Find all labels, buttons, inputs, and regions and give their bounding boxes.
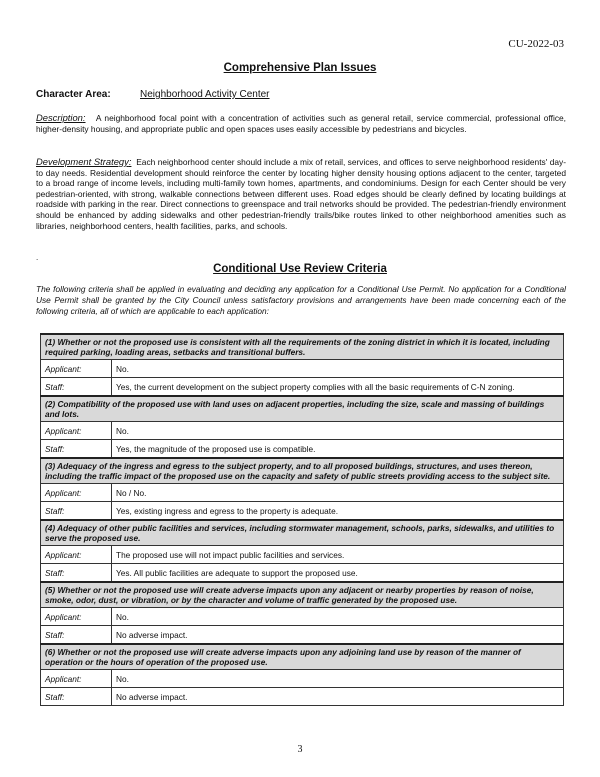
criterion-question-row (41, 644, 564, 670)
applicant-response-row (41, 608, 564, 626)
criterion-question: (4) Adequacy of other public facilities and services, including stormwater management, schools, parks, sidewalks, and utilities to serve the proposed use. (41, 520, 564, 546)
development-strategy-text: Each neighborhood center should include a mix of retail, services, and offices to serve neighborhood residents' day-to day needs. Residential development should reinforce the center by locating higher density housing options adjacent to the center, targeted to a broad range of income levels, including multi-family town homes, apartments, and condominiums. Design for each Center should be very pedestrian-oriented, with strong, walkable connections between different uses. Road edges should be clearly defined by locating buildings at roadside with parking in the rear. Direct connections to greenspace and trail networks should be provided. The pedestrian-friendly environment should be enhanced by adding sidewalks and other pedestrian-friendly trails/bike routes linked to other neighborhood amenities such as libraries, neighborhood centers, health facilities, parks, and schools. (36, 157, 567, 231)
applicant-response-row (41, 422, 564, 440)
criterion-question: (6) Whether or not the proposed use will create adverse impacts upon any adjoining land use by reason of the manner of operation or the hours of operation of the proposed use. (41, 644, 564, 670)
staff-response-row (41, 626, 564, 645)
stray-mark: . (36, 253, 39, 262)
character-area-value: Neighborhood Activity Center (140, 89, 270, 100)
applicant-label: Applicant: (41, 484, 112, 502)
staff-response-row (41, 440, 564, 459)
description-label: Description (36, 112, 83, 123)
criterion-question-row (41, 520, 564, 546)
character-area-label: Character Area (36, 89, 108, 100)
applicant-response: No. (112, 360, 564, 378)
staff-response: Yes, the current development on the subject property complies with all the basic requirements of C-N zoning. (112, 378, 564, 397)
criterion-question-row (41, 458, 564, 484)
staff-response: No adverse impact. (112, 626, 564, 645)
applicant-label: Applicant: (41, 608, 112, 626)
applicant-response: No / No. (112, 484, 564, 502)
criterion-question-row (41, 396, 564, 422)
applicant-response: No. (112, 670, 564, 688)
staff-label: Staff: (41, 564, 112, 583)
development-strategy-label: Development Strategy (36, 156, 129, 167)
applicant-label: Applicant: (41, 360, 112, 378)
criterion-question: (3) Adequacy of the ingress and egress to the subject property, and to all proposed buildings, structures, and uses thereon, including the traffic impact of the proposed use on the capacity and safety of public streets providing access to the subject site. (41, 458, 564, 484)
applicant-response: No. (112, 422, 564, 440)
case-number: CU-2022-03 (508, 38, 564, 50)
applicant-response: No. (112, 608, 564, 626)
applicant-response-row (41, 484, 564, 502)
staff-label: Staff: (41, 378, 112, 397)
staff-label: Staff: (41, 440, 112, 459)
staff-label: Staff: (41, 688, 112, 706)
applicant-response: The proposed use will not impact public facilities and services. (112, 546, 564, 564)
character-area-line: Character Area: Neighborhood Activity Center (36, 89, 270, 100)
criterion-question: (1) Whether or not the proposed use is consistent with all the requirements of the zoning district in which it is located, including required parking, loading areas, setbacks and transitional buffers. (41, 334, 564, 360)
applicant-label: Applicant: (41, 422, 112, 440)
development-strategy-paragraph: Development Strategy: Each neighborhood center should include a mix of retail, services, and offices to serve neighborhood residents' day-to day needs. Residential development should reinforce the center by locating higher density housing options adjacent to the center, targeted to a broad range of income levels, including multi-family town homes, apartments, and condominiums. Design for each Center should be very pedestrian-oriented, with strong, walkable connections between different uses. Road edges should be clearly defined by locating buildings at roadside with parking in the rear. Direct connections to greenspace and trail networks should be provided. The pedestrian-friendly environment should be enhanced by adding sidewalks and other pedestrian-friendly trails/bike routes linked to other neighborhood amenities such as libraries, neighborhood centers, health facilities, parks, and schools. (36, 156, 567, 231)
applicant-response-row (41, 670, 564, 688)
staff-response: Yes. All public facilities are adequate to support the proposed use. (112, 564, 564, 583)
staff-response: Yes, the magnitude of the proposed use is compatible. (112, 440, 564, 459)
description-text: A neighborhood focal point with a concentration of activities such as general retail, service commercial, professional office, higher-density housing, and appropriate public and open spaces uses easily accessible by pedestrians and bicycles. (36, 113, 566, 134)
page-number: 3 (297, 744, 303, 755)
staff-response-row (41, 564, 564, 583)
staff-response-row (41, 688, 564, 706)
review-criteria-heading: Conditional Use Review Criteria (213, 263, 387, 275)
applicant-label: Applicant: (41, 670, 112, 688)
applicant-label: Applicant: (41, 546, 112, 564)
applicant-response-row (41, 360, 564, 378)
description-paragraph: Description: A neighborhood focal point with a concentration of activities such as general retail, service commercial, professional office, higher-density housing, and appropriate public and open spaces uses easily accessible by pedestrians and bicycles. (36, 112, 566, 134)
plan-issues-heading: Comprehensive Plan Issues (223, 62, 377, 74)
criterion-question-row (41, 334, 564, 360)
staff-response-row (41, 502, 564, 521)
criterion-question: (5) Whether or not the proposed use will create adverse impacts upon any adjacent or nearby properties by reason of noise, smoke, odor, dust, or vibration, or by the character and volume of traffic generated by the proposed use. (41, 582, 564, 608)
review-intro-paragraph: The following criteria shall be applied in evaluating and deciding any application for a Conditional Use Permit. No application for a Conditional Use Permit shall be granted by the City Council unless satisfactory provisions and arrangements have been made concerning each of the following criteria, all of which are applicable to each application: (36, 284, 566, 316)
staff-response: Yes, existing ingress and egress to the property is adequate. (112, 502, 564, 521)
criterion-question-row (41, 582, 564, 608)
staff-response-row (41, 378, 564, 397)
staff-label: Staff: (41, 502, 112, 521)
staff-label: Staff: (41, 626, 112, 645)
applicant-response-row (41, 546, 564, 564)
criterion-question: (2) Compatibility of the proposed use with land uses on adjacent properties, including the size, scale and massing of buildings and lots. (41, 396, 564, 422)
criteria-table (40, 333, 564, 706)
staff-response: No adverse impact. (112, 688, 564, 706)
